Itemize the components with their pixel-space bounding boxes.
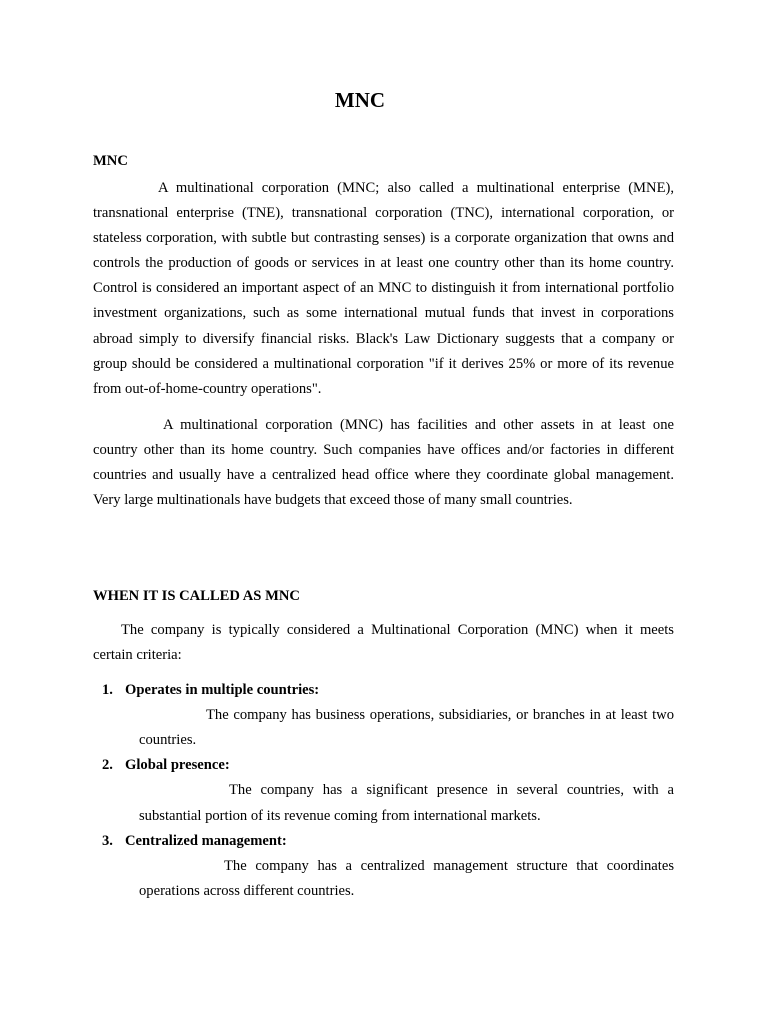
criteria-item-description: The company has business operations, subsidiaries, or branches in at least two countries. bbox=[139, 707, 674, 749]
criteria-item-description: The company has a centralized management structure that coordinates operations across different countries. bbox=[139, 857, 674, 900]
criteria-intro-block bbox=[93, 618, 674, 668]
mnc-facilities-block bbox=[93, 413, 674, 513]
section-heading-mnc: MNC bbox=[93, 153, 128, 169]
criteria-item-number: 3. bbox=[102, 832, 113, 849]
criteria-item bbox=[93, 829, 674, 904]
criteria-item-number: 1. bbox=[102, 682, 113, 698]
criteria-item-title: Global presence: bbox=[125, 757, 230, 774]
criteria-item bbox=[93, 678, 674, 753]
criteria-item-description: The company has a significant presence in several countries, with a substantial portion of its revenue coming from international markets. bbox=[139, 782, 674, 824]
document-title: MNC bbox=[334, 88, 386, 112]
criteria-item-heading bbox=[93, 753, 674, 778]
criteria-item-heading bbox=[93, 678, 674, 703]
section-heading-when-called: WHEN IT IS CALLED AS MNC bbox=[93, 588, 300, 604]
criteria-item bbox=[93, 753, 674, 828]
criteria-item-number: 2. bbox=[102, 757, 113, 774]
criteria-list bbox=[93, 678, 674, 904]
paragraph-definition: A multinational corporation (MNC; also called a multinational enterprise (MNE), transnational enterprise (TNE), transnational corporation (TNC), international corporation, or stateless corporation, with subtle but contrasting senses) is a corporate organization that owns and controls the production of goods or services in at least one country other than its home country. Control is considered an important aspect of an MNC to distinguish it from international portfolio investment organizations, such as some international mutual funds that invest in corporations abroad simply to diversify financial risks. Black's Law Dictionary suggests that a company or group should be considered a multinational corporation "if it derives 25% or more of its revenue from out-of-home-country operations". bbox=[93, 180, 674, 397]
criteria-item-title: Centralized management: bbox=[125, 832, 287, 849]
paragraph-criteria-intro: The company is typically considered a Multinational Corporation (MNC) when it meets certain criteria: bbox=[93, 622, 674, 664]
criteria-item-title: Operates in multiple countries: bbox=[125, 682, 320, 698]
criteria-item-heading bbox=[93, 829, 674, 854]
mnc-definition-block bbox=[93, 176, 674, 402]
paragraph-facilities: A multinational corporation (MNC) has facilities and other assets in at least one country other than its home country. Such companies have offices and/or factories in different countries and usually have a centralized head office where they coordinate global management. Very large multinationals have budgets that exceed those of many small countries. bbox=[93, 417, 674, 509]
